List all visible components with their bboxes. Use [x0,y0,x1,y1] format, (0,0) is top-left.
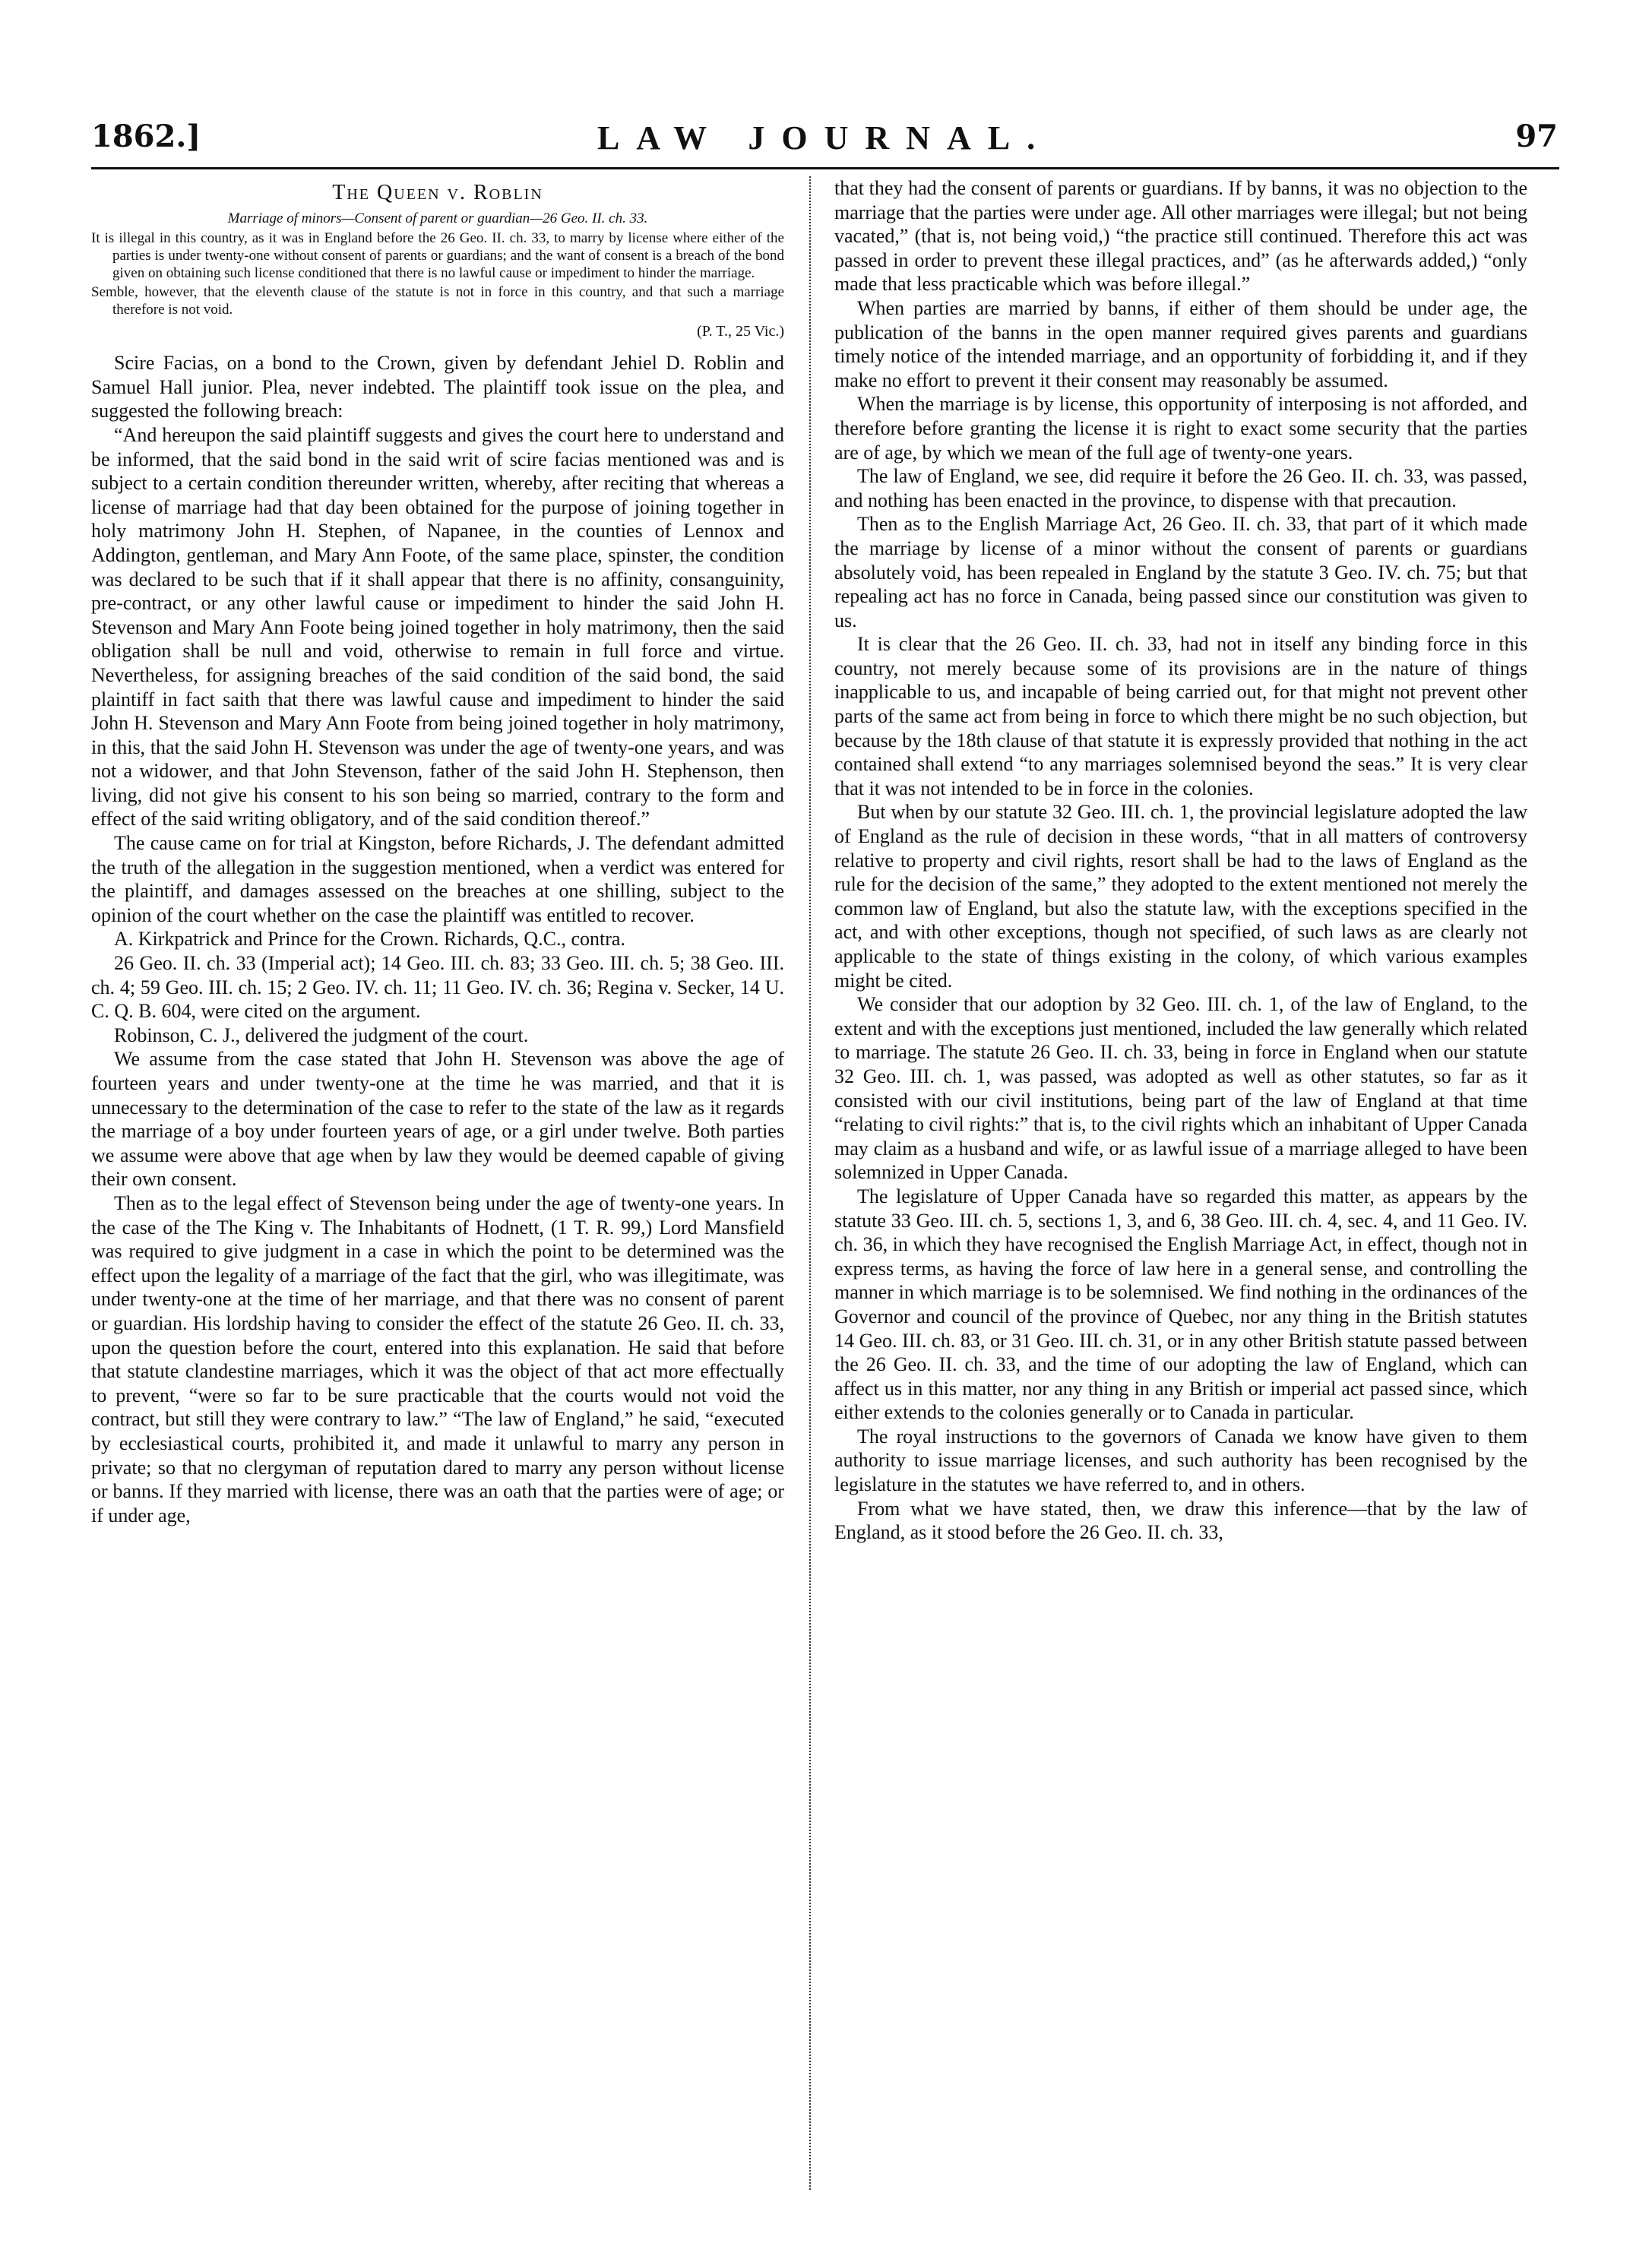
paragraph: When parties are married by banns, if either of them should be under age, the publication of the banns in the open manner required gives parents and guardians timely notice of the intended marriage, and an opportunity of forbidding it, and if they make no effort to prevent it their consent may reasonably be assumed. [834,296,1527,391]
right-column [834,176,1527,1545]
paragraph: Then as to the legal effect of Stevenson being under the age of twenty-one years. In the case of the The King v. The Inhabitants of Hodnett, (1 T. R. 99,) Lord Mansfield was required to give judgment in a case in which the point to be determined was the effect upon the legality of a marriage of the fact that the girl, who was illegitimate, was under twenty-one at the time of her marriage, and that there was no consent of parent or guardian. His lordship having to consider the effect of the statute 26 Geo. II. ch. 33, upon the question before the court, entered into this explanation. He said that before that statute clandestine marriages, which it was the object of that act more effectually to prevent, “were so far to be sure practicable that the courts would not void the contract, but still they were contrary to law.” “The law of England,” he said, “executed by ecclesiastical courts, prohibited it, and made it unlawful to marry any person in private; so that no clergyman of reputation dared to marry any person without license or banns. If they married with license, there was an oath that the parties were of age; or if under age, [91,1191,784,1526]
paragraph: “And hereupon the said plaintiff suggests and gives the court here to understand and be informed, that the said bond in the said writ of scire facias mentioned was and is subject to a certain condition thereunder written, whereby, after reciting that whereas a license of marriage had that day been obtained for the purpose of joining together in holy matrimony John H. Stephen, of Napanee, in the counties of Lennox and Addington, gentleman, and Mary Ann Foote, of the same place, spinster, the condition was declared to be such that if it shall appear that there is no affinity, consanguinity, pre-contract, or any other lawful cause or impediment to hinder the said John H. Stevenson and Mary Ann Foote being joined together in holy matrimony, then the said obligation shall be null and void, otherwise to remain in full force and virtue. Nevertheless, for assigning breaches of the said condition of the said bond, the said plaintiff in fact saith that there was lawful cause and impediment to hinder the said John H. Stevenson and Mary Ann Foote from being joined together in holy matrimony, in this, that the said John H. Stevenson was under the age of twenty-one years, and was not a widower, and that John Stevenson, father of the said John H. Stephenson, then living, did not give his consent to his son being so married, contrary to the form and effect of the said writing obligatory, and of the said condition thereof.” [91,423,784,830]
paragraph: From what we have stated, then, we draw this inference—that by the law of England, as it stood before the 26 Geo. II. ch. 33, [834,1497,1527,1544]
paragraph: 26 Geo. II. ch. 33 (Imperial act); 14 Geo. III. ch. 83; 33 Geo. III. ch. 5; 38 Geo. III. ch. 4; 59 Geo. III. ch. 15; 2 Geo. IV. ch. 11; 11 Geo. IV. ch. 36; Regina v. Secker, 14 U. C. Q. B. 604, were cited on the argument. [91,952,784,1023]
paragraph: When the marriage is by license, this opportunity of interposing is not afforded, and therefore before granting the license it is right to exact some security that the parties are of age, by which we mean of the full age of twenty-one years. [834,393,1527,463]
headnote: Semble, however, that the eleventh clause of the statute is not in force in this country, and that such a marriage therefore is not void. [91,283,784,318]
column-divider [809,176,811,2190]
page-number: 97 [1515,119,1558,154]
running-head [91,114,1558,160]
headnote: It is illegal in this country, as it was in England before the 26 Geo. II. ch. 33, to marry by license where either of the parties is under twenty-one without consent of parents or guardians; and the want of consent is a breach of the bond given on obtaining such license conditioned that there is no lawful cause or impediment to hinder the marriage. [91,229,784,281]
paragraph: We consider that our adoption by 32 Geo. III. ch. 1, of the law of England, to the extent and with the exceptions just mentioned, included the law generally which related to marriage. The statute 26 Geo. II. ch. 33, being in force in England when our statute 32 Geo. III. ch. 1, was passed, was adopted as well as other statutes, so far as it consisted with our civil institutions, being part of the law of England at that time “relating to civil rights:” that is, to the civil rights which an inhabitant of Upper Canada may claim as a husband and wife, or as lawful issue of a marriage alleged to have been solemnized in Upper Canada. [834,993,1527,1184]
case-catchline: Marriage of minors—Consent of parent or guardian—26 Geo. II. ch. 33. [227,210,648,226]
paragraph: that they had the consent of parents or guardians. If by banns, it was no objection to the marriage that the parties were under age. All other marriages were illegal; but not being vacated,” (that is, not being void,) “the practice still continued. Therefore this act was passed in order to prevent these illegal practices, and” (as he afterwards added,) “only made that less practicable which was before illegal.” [834,177,1527,296]
paragraph: Then as to the English Marriage Act, 26 Geo. II. ch. 33, that part of it which made the marriage by license of a minor without the consent of parents or guardians absolutely void, has been repealed in England by the statute 3 Geo. IV. ch. 75; but that repealing act has no force in Canada, being passed since our constitution was given to us. [834,513,1527,631]
paragraph: Robinson, C. J., delivered the judgment of the court. [114,1023,529,1046]
paragraph: The law of England, we see, did require it before the 26 Geo. II. ch. 33, was passed, and nothing has been enacted in the province, to dispense with that precaution. [834,465,1527,511]
paragraph: A. Kirkpatrick and Prince for the Crown. Richards, Q.C., contra. [114,928,625,951]
paragraph: It is clear that the 26 Geo. II. ch. 33, had not in itself any binding force in this country, not merely because some of its provisions are in the nature of things inapplicable to us, and incapable of being carried out, for that might not prevent other parts of the same act from being in force to which there might be no such objection, but because by the 18th clause of that statute it is expressly provided that nothing in the act contained shall extend “to any marriages solemnised beyond the seas.” It is very clear that it was not intended to be in force in the colonies. [834,633,1527,799]
paragraph: Scire Facias, on a bond to the Crown, given by defendant Jehiel D. Roblin and Samuel Hall junior. Plea, never indebted. The plaintiff took issue on the plea, and suggested the following breach: [91,352,784,422]
header-rule [91,167,1559,169]
case-citation: (P. T., 25 Vic.) [697,322,784,340]
paragraph: The legislature of Upper Canada have so regarded this matter, as appears by the statute 33 Geo. III. ch. 5, sections 1, 3, and 6, 38 Geo. III. ch. 4, sec. 4, and 11 Geo. IV. ch. 36, in which they have recognised the English Marriage Act, in effect, though not in express terms, as having the force of law here in a general sense, and controlling the manner in which marriage is to be solemnised. We find nothing in the ordinances of the Governor and council of the province of Quebec, nor any thing in the British statutes 14 Geo. III. ch. 83, or 31 Geo. III. ch. 31, or in any other British statute passed between the 26 Geo. II. ch. 33, and the time of our adopting the law of England, which can affect us in this matter, nor any thing in any British or imperial act passed since, which either extends to the colonies generally or to Canada in particular. [834,1185,1527,1424]
journal-title: LAW JOURNAL. [597,119,1052,157]
case-title: The Queen v. Roblin [332,181,543,204]
paragraph: The royal instructions to the governors of Canada we know have given to them authority to issue marriage licenses, and such authority has been recognised by the legislature in the statutes we have referred to, and in others. [834,1425,1527,1496]
header-year: 1862.] [91,119,201,154]
paragraph: But when by our statute 32 Geo. III. ch. 1, the provincial legislature adopted the law of England as the rule of decision in these words, “that in all matters of controversy relative to property and civil rights, resort shall be had to the laws of England as the rule for the decision of the same,” they adopted to the extent mentioned not merely the common law of England, but also the statute law, with the exceptions specified in the act, and with other exceptions, though not specified, of such laws as are clearly not applicable to the state of things existing in the colony, of which various examples might be cited. [834,801,1527,992]
paragraph: We assume from the case stated that John H. Stevenson was above the age of fourteen years and under twenty-one at the time he was married, and that it is unnecessary to the determination of the case to refer to the state of the law as it regards the marriage of a boy under fourteen years of age, or a girl under twelve. Both parties we assume were above that age when by law they would be deemed capable of giving their own consent. [91,1048,784,1191]
left-column [91,176,784,1527]
paragraph: The cause came on for trial at Kingston, before Richards, J. The defendant admitted the truth of the allegation in the suggestion mentioned, when a verdict was entered for the plaintiff, and damages assessed on the breaches at one shilling, subject to the opinion of the court whether on the case the plaintiff was entitled to recover. [91,832,784,926]
